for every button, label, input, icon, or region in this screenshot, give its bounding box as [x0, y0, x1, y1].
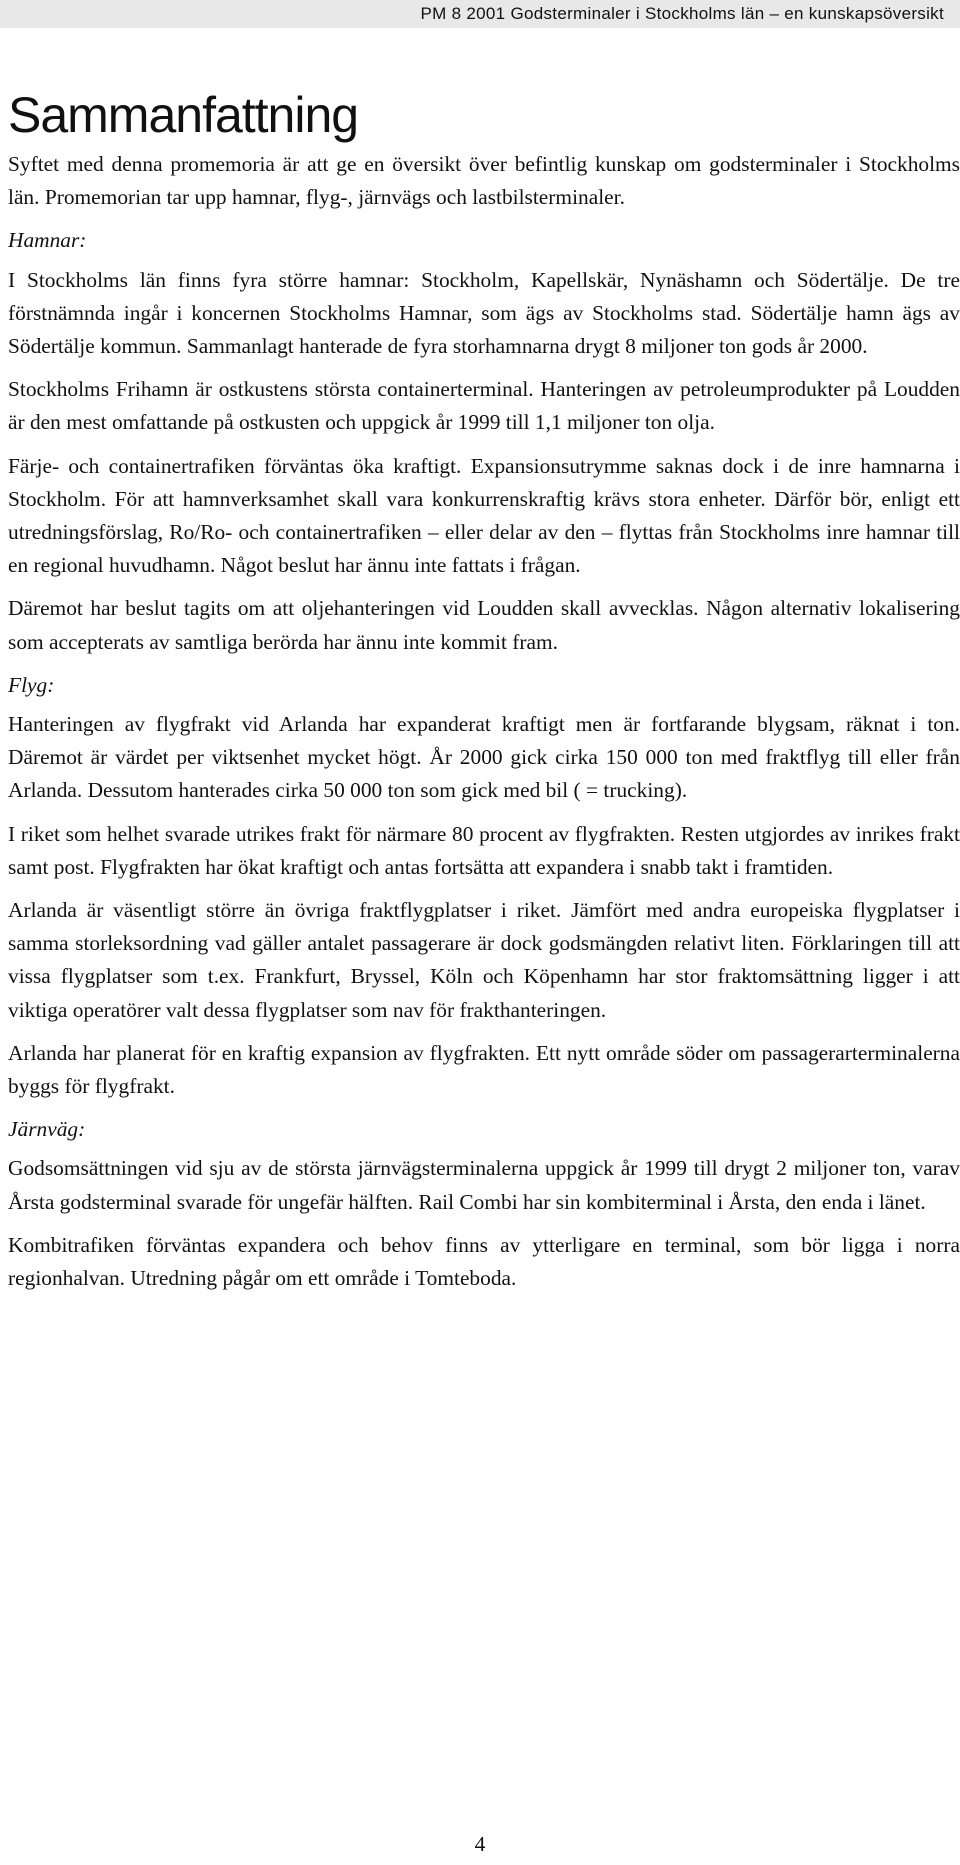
paragraph: Däremot har beslut tagits om att oljehanteringen vid Loudden skall avvecklas. Någon alternativ lokalisering som accepterats av samtliga berörda har ännu inte kommit fram. [8, 596, 960, 654]
paragraph: Hanteringen av flygfrakt vid Arlanda har expanderat kraftigt men är fortfarande blygsam, räknat i ton. Däremot är värdet per viktsenhet mycket högt. År 2000 gick cirka 150 000 ton med fraktflyg till eller från Arlanda. Dessutom hanterades cirka 50 000 ton som gick med bil ( = trucking). [8, 712, 960, 803]
document-body [8, 86, 960, 1295]
section-heading-hamnar: Hamnar: [8, 228, 87, 253]
body-text [8, 148, 960, 1295]
paragraph: Stockholms Frihamn är ostkustens största containerterminal. Hanteringen av petroleumprodukter på Loudden är den mest omfattande på ostkusten och uppgick år 1999 till 1,1 miljoner ton olja. [8, 377, 960, 435]
page-number: 4 [474, 1832, 486, 1856]
page-title: Sammanfattning [8, 87, 359, 143]
running-header: PM 8 2001 Godsterminaler i Stockholms län – en kunskapsöversikt [0, 0, 960, 28]
section-heading-flyg: Flyg: [8, 672, 55, 697]
paragraph: Kombitrafiken förväntas expandera och behov finns av ytterligare en terminal, som bör ligga i norra regionhalvan. Utredning pågår om ett område i Tomteboda. [8, 1232, 960, 1291]
paragraph: Arlanda har planerat för en kraftig expansion av flygfrakten. Ett nytt område söder om passagerarterminalerna byggs för flygfrakt. [8, 1040, 960, 1099]
paragraph: Färje- och containertrafiken förväntas öka kraftigt. Expansionsutrymme saknas dock i de inre hamnarna i Stockholm. För att hamnverksamhet skall vara konkurrenskraftig krävs stora enheter. Därför bör, enligt ett utredningsförslag, Ro/Ro- och containertrafiken – eller delar av den – flyttas från Stockholms inre hamnar till en regional huvudhamn. Något beslut har ännu inte fattats i frågan. [8, 453, 960, 578]
paragraph: I riket som helhet svarade utrikes frakt för närmare 80 procent av flygfrakten. Resten utgjordes av inrikes frakt samt post. Flygfrakten har ökat kraftigt och antas fortsätta att expandera i snabb takt i framtiden. [8, 821, 960, 879]
section-heading-jarnvag: Järnväg: [8, 1117, 86, 1142]
paragraph: Arlanda är väsentligt större än övriga fraktflygplatser i riket. Jämfört med andra europeiska flygplatser i samma storleksordning vad gäller antalet passagerare är dock godsmängden relativt liten. Förklaringen till att vissa flygplatser som t.ex. Frankfurt, Bryssel, Köln och Köpenhamn har stor fraktomsättning ligger i att viktiga operatörer valt dessa flygplatser som nav för frakthanteringen. [8, 898, 960, 1022]
paragraph: I Stockholms län finns fyra större hamnar: Stockholm, Kapellskär, Nynäshamn och Södertälje. De tre förstnämnda ingår i koncernen Stockholms Hamnar, som ägs av Stockholms stad. Södertälje hamn ägs av Södertälje kommun. Sammanlagt hanterade de fyra storhamnarna drygt 8 miljoner ton gods år 2000. [8, 267, 960, 359]
paragraph: Godsomsättningen vid sju av de största järnvägsterminalerna uppgick år 1999 till drygt 2 miljoner ton, varav Årsta godsterminal svarade för ungefär hälften. Rail Combi har sin kombiterminal i Årsta, den enda i länet. [8, 1156, 960, 1214]
intro-paragraph: Syftet med denna promemoria är att ge en översikt över befintlig kunskap om godsterminaler i Stockholms län. Promemorian tar upp hamnar, flyg-, järnvägs och lastbilsterminaler. [8, 152, 960, 210]
